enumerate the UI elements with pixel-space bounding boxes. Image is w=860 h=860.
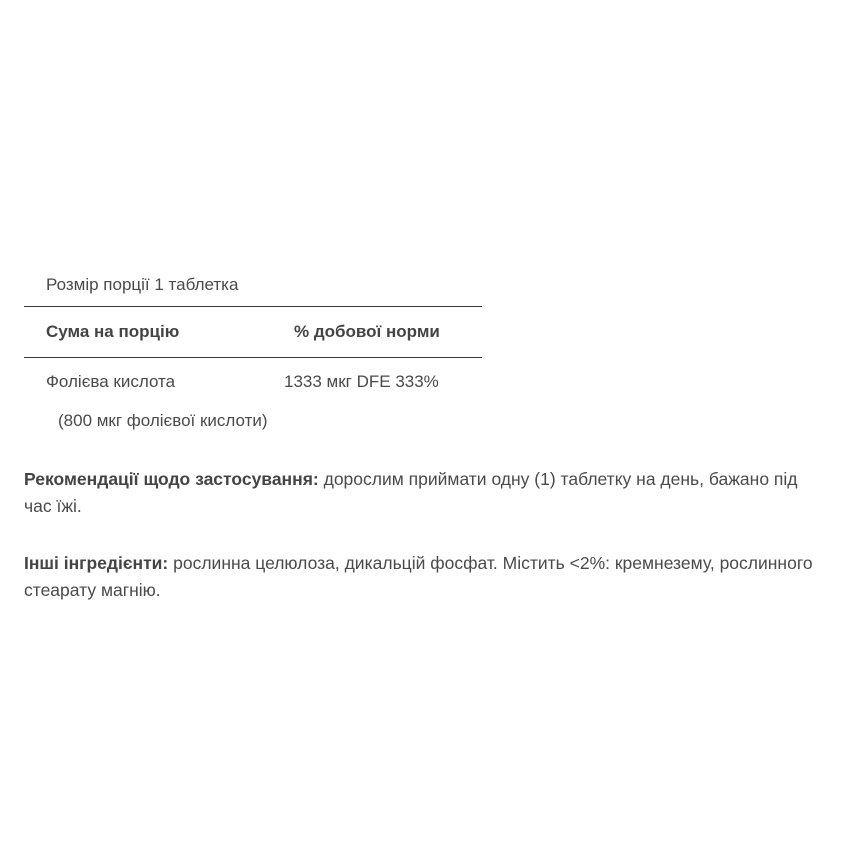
nutrient-amount: 1333 мкг DFE 333% [284,372,439,391]
nutrient-note: (800 мкг фолієвої кислоти) [58,411,268,430]
table-header [24,307,482,357]
other-ingredients-label: Інші інгредієнти: [24,553,169,573]
header-daily-value: % добової норми [294,322,440,341]
usage-paragraph [24,466,824,520]
serving-size: Розмір порції 1 таблетка [46,275,239,294]
header-amount-per-serving: Сума на порцію [46,322,180,341]
usage-label: Рекомендації щодо застосування: [24,469,319,489]
other-ingredients-text: рослинна целюлоза, дикальцій фосфат. Містить <2%: кремнезему, рослинного стеарату магнію. [24,553,813,600]
nutrient-name: Фолієва кислота [46,372,176,391]
usage-text: дорослим приймати одну (1) таблетку на день, бажано під час їжі. [24,469,798,516]
table-row [24,358,482,406]
supplement-facts-table [24,272,482,444]
other-ingredients-paragraph [24,550,824,604]
